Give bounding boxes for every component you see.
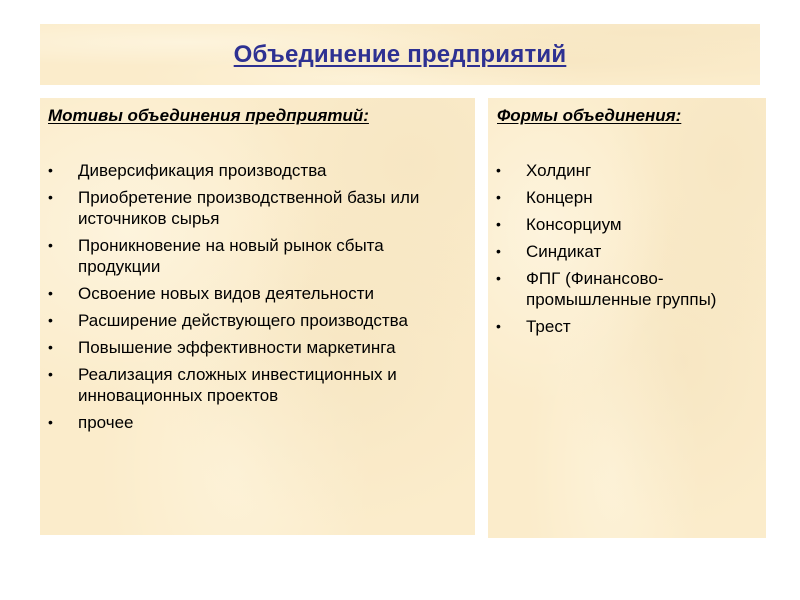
list-item-text: Повышение эффективности маркетинга [78, 338, 396, 357]
list-item [40, 310, 469, 331]
bullet-icon: • [496, 270, 501, 286]
list-item-text: Диверсификация производства [78, 161, 327, 180]
bullet-icon: • [48, 237, 53, 253]
slide-title: Объединение предприятий [233, 41, 567, 68]
list-item-text: Концерн [526, 188, 593, 207]
list-item-text: Освоение новых видов деятельности [78, 284, 374, 303]
bullet-icon: • [48, 414, 53, 430]
list-item [40, 412, 469, 433]
list-item [488, 187, 760, 208]
motives-list [40, 160, 469, 439]
list-item-text: ФПГ (Финансово-промышленные группы) [526, 269, 717, 309]
motives-panel [40, 98, 475, 535]
list-item-text: Проникновение на новый рынок сбыта продукции [78, 236, 384, 276]
forms-panel [488, 98, 766, 538]
list-item-text: Приобретение производственной базы или источников сырья [78, 188, 420, 228]
list-item [488, 160, 760, 181]
list-item [40, 187, 469, 229]
list-item [40, 160, 469, 181]
list-item-text: прочее [78, 413, 134, 432]
bullet-icon: • [496, 189, 501, 205]
list-item-text: Расширение действующего производства [78, 311, 408, 330]
bullet-icon: • [496, 216, 501, 232]
list-item-text: Консорциум [526, 215, 622, 234]
list-item-text: Холдинг [526, 161, 592, 180]
bullet-icon: • [48, 285, 53, 301]
list-item-text: Трест [526, 317, 571, 336]
bullet-icon: • [48, 189, 53, 205]
bullet-icon: • [496, 243, 501, 259]
list-item [488, 316, 760, 337]
bullet-icon: • [48, 162, 53, 178]
forms-heading: Формы объединения: [497, 106, 682, 125]
bullet-icon: • [48, 339, 53, 355]
list-item-text: Синдикат [526, 242, 602, 261]
forms-list [488, 160, 760, 343]
list-item [488, 268, 760, 310]
list-item [40, 364, 469, 406]
bullet-icon: • [48, 312, 53, 328]
list-item [488, 214, 760, 235]
list-item [40, 235, 469, 277]
list-item [488, 241, 760, 262]
bullet-icon: • [496, 318, 501, 334]
title-panel [40, 24, 760, 85]
bullet-icon: • [496, 162, 501, 178]
list-item [40, 283, 469, 304]
list-item [40, 337, 469, 358]
bullet-icon: • [48, 366, 53, 382]
motives-heading: Мотивы объединения предприятий: [48, 106, 369, 125]
list-item-text: Реализация сложных инвестиционных и инновационных проектов [78, 365, 397, 405]
